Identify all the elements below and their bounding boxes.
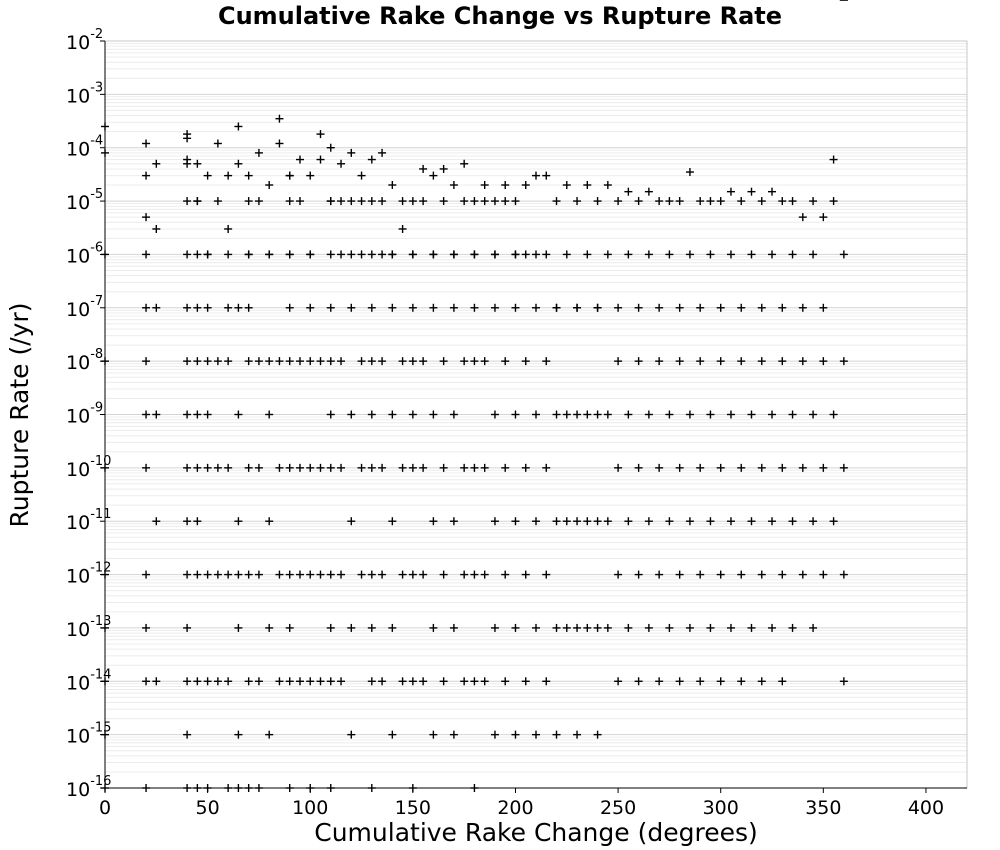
data-point: [142, 172, 150, 180]
data-point: [368, 156, 376, 164]
data-point: [245, 172, 253, 180]
data-point: [152, 225, 160, 233]
data-point: [224, 172, 232, 180]
data-point: [234, 160, 242, 168]
data-point: [799, 213, 807, 221]
y-tick-label: $10^{-16}$: [66, 774, 112, 801]
data-point: [419, 165, 427, 173]
x-tick-label: 300: [702, 797, 739, 819]
data-point: [183, 156, 191, 164]
y-tick-exponent: -2: [90, 27, 104, 42]
data-point: [337, 160, 345, 168]
y-axis-label: Rupture Rate (/yr): [5, 302, 34, 528]
y-tick-label: $10^{-6}$: [66, 240, 104, 268]
y-tick-exponent: -14: [90, 667, 112, 683]
data-point: [624, 188, 632, 196]
x-tick-label: 400: [907, 797, 945, 819]
y-tick-label: $10^{-10}$: [66, 453, 112, 481]
y-tick-exponent: -3: [90, 80, 104, 96]
y-tick-label: $10^{-2}$: [66, 27, 104, 54]
data-point: [604, 181, 612, 189]
y-tick-exponent: -12: [90, 560, 112, 576]
data-point: [234, 122, 242, 130]
y-tick-label: $10^{-3}$: [66, 80, 104, 108]
y-tick-label: $10^{-9}$: [66, 400, 104, 428]
data-point: [317, 156, 325, 164]
y-tick-exponent: -7: [90, 293, 104, 309]
data-point: [563, 181, 571, 189]
x-tick-label: 350: [805, 797, 842, 819]
data-point: [819, 213, 827, 221]
x-axis-label: Cumulative Rake Change (degrees): [314, 818, 758, 847]
data-point: [748, 188, 756, 196]
y-tick-label: $10^{-8}$: [66, 347, 104, 375]
y-tick-exponent: -16: [90, 774, 112, 789]
data-point: [358, 172, 366, 180]
data-point: [152, 160, 160, 168]
y-tick-label: $10^{-7}$: [66, 293, 104, 321]
data-point: [399, 225, 407, 233]
data-point: [532, 172, 540, 180]
y-tick-exponent: -15: [90, 720, 112, 736]
data-point: [275, 139, 283, 147]
data-point: [204, 172, 212, 180]
data-point: [830, 156, 838, 164]
data-point: [388, 181, 396, 189]
data-point: [501, 181, 509, 189]
data-point: [214, 139, 222, 147]
y-tick-exponent: -10: [90, 453, 112, 469]
y-tick-label: $10^{-12}$: [66, 560, 112, 588]
data-point: [768, 188, 776, 196]
y-tick-label: $10^{-14}$: [66, 667, 112, 695]
y-tick-exponent: -9: [90, 400, 104, 416]
data-point: [296, 156, 304, 164]
data-point: [142, 139, 150, 147]
data-point: [142, 213, 150, 221]
y-tick-exponent: -13: [90, 613, 112, 629]
data-point: [306, 172, 314, 180]
data-point: [440, 165, 448, 173]
y-tick-label: $10^{-4}$: [66, 133, 104, 161]
chart-title: Cumulative Rake Change vs Rupture Rate: [217, 2, 783, 30]
data-point: [193, 160, 201, 168]
y-tick-exponent: -8: [90, 347, 104, 363]
y-tick-exponent: -6: [90, 240, 104, 256]
data-point: [645, 188, 653, 196]
x-tick-label: 250: [599, 797, 637, 819]
plot-markers: [101, 0, 848, 792]
x-axis-ticks: [99, 788, 944, 819]
data-point: [583, 181, 591, 189]
x-tick-label: 0: [98, 797, 112, 819]
y-tick-label: $10^{-5}$: [66, 187, 104, 215]
data-point: [542, 172, 550, 180]
data-point: [224, 225, 232, 233]
y-tick-label: $10^{-11}$: [66, 507, 112, 535]
data-point: [727, 188, 735, 196]
data-point: [265, 181, 273, 189]
y-tick-label: $10^{-15}$: [66, 720, 112, 748]
y-tick-exponent: -4: [90, 133, 104, 149]
data-point: [522, 181, 530, 189]
y-tick-label: $10^{-13}$: [66, 613, 112, 641]
y-tick-exponent: -5: [90, 187, 104, 203]
y-tick-exponent: -11: [90, 507, 112, 523]
data-point: [450, 181, 458, 189]
x-tick-label: 200: [497, 797, 534, 819]
data-point: [286, 172, 294, 180]
data-point: [429, 172, 437, 180]
data-point: [460, 160, 468, 168]
x-tick-label: 150: [394, 797, 431, 819]
x-tick-label: 100: [292, 797, 329, 819]
data-point: [481, 181, 489, 189]
x-tick-label: 50: [195, 797, 220, 819]
